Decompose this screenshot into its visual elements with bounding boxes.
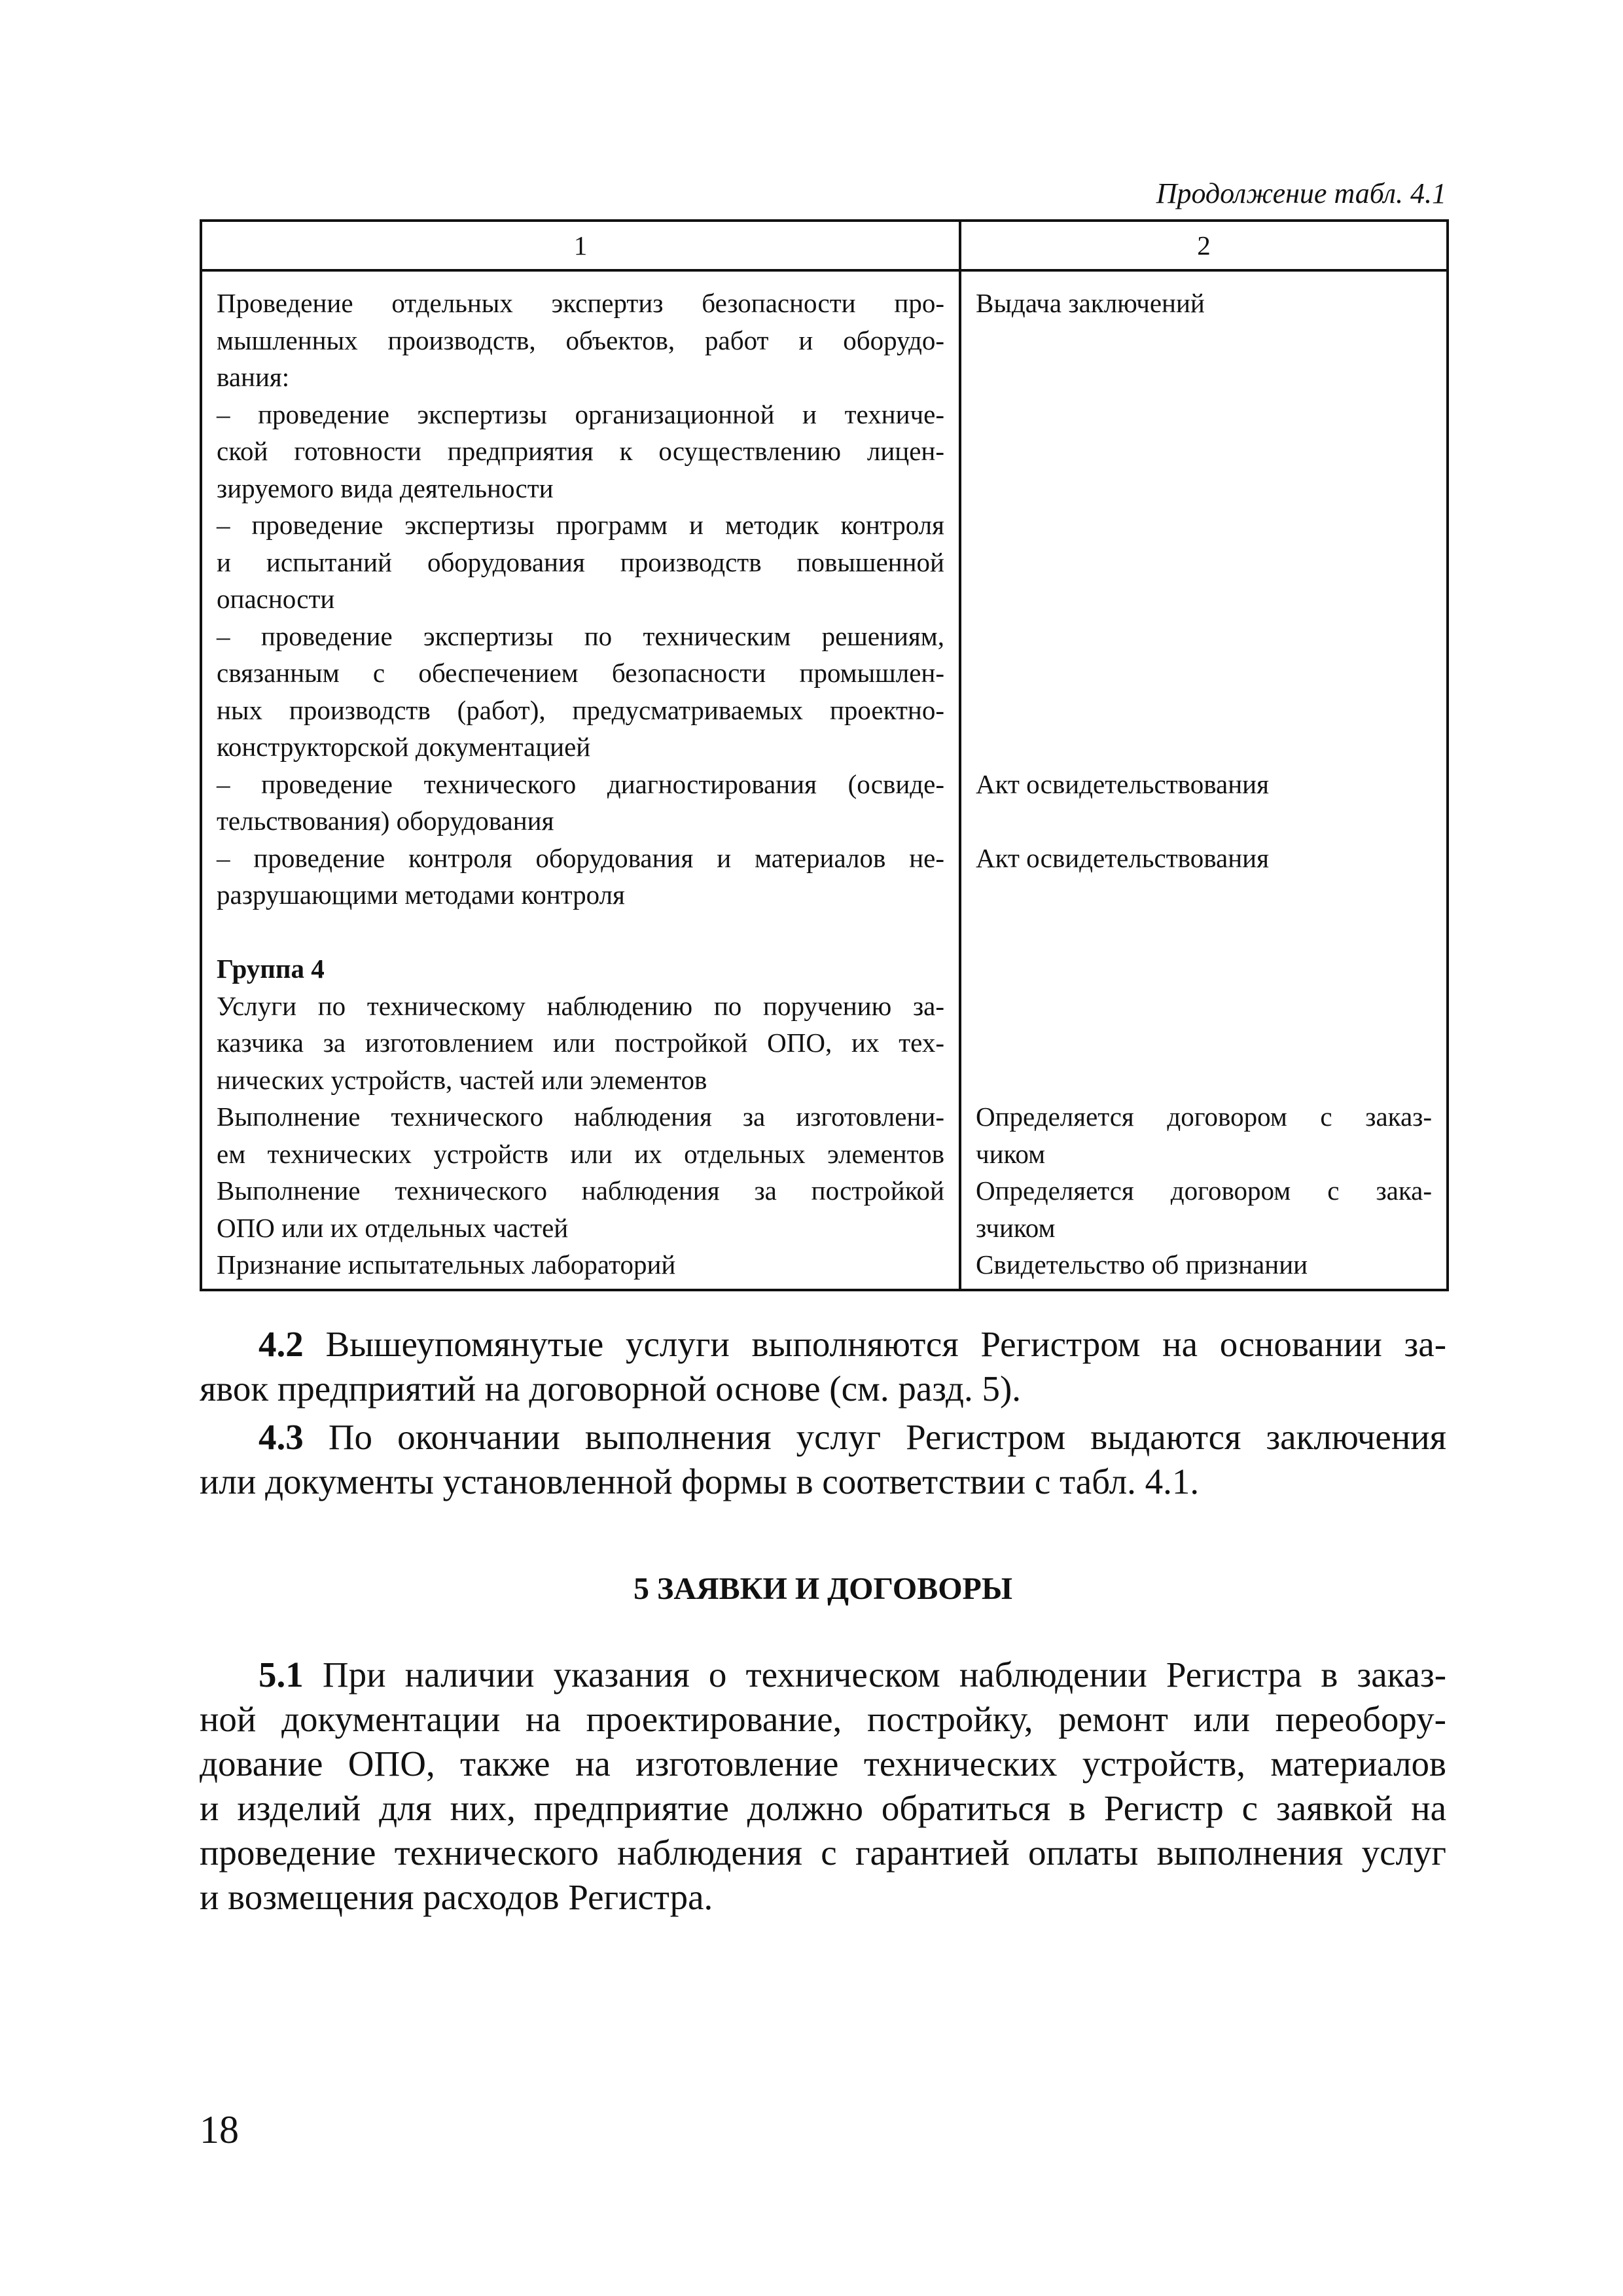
paragraph-text: При наличии указания о техническом наблюдении Регистра в заказ- bbox=[322, 1655, 1447, 1695]
table-gap bbox=[976, 618, 1432, 655]
table-line: чиком bbox=[976, 1138, 1046, 1169]
table-line: – проведение экспертизы программ и методик контроля bbox=[217, 510, 944, 540]
paragraph-text: По окончании выполнения услуг Регистром выдаются заключения bbox=[328, 1417, 1446, 1457]
table-line: тельствования) оборудования bbox=[217, 806, 554, 836]
table-header-row bbox=[201, 221, 1448, 270]
table-gap bbox=[976, 507, 1432, 544]
services-table bbox=[200, 219, 1449, 1291]
table-body-row bbox=[201, 270, 1448, 1290]
table-line: ных производств (работ), предусматриваемых проектно- bbox=[217, 694, 944, 725]
table-col2-cell bbox=[960, 270, 1448, 1290]
table-line: – проведение технического диагностирования (освиде- bbox=[217, 768, 944, 799]
table-line: мышленных производств, объектов, работ и оборудо- bbox=[217, 325, 944, 355]
table-line: – проведение экспертизы организационной и техниче- bbox=[217, 399, 944, 429]
table-line: зчиком bbox=[976, 1212, 1056, 1243]
table-line: ОПО или их отдельных частей bbox=[217, 1212, 569, 1243]
table-header-col2: 2 bbox=[960, 221, 1448, 270]
table-col2-lines bbox=[961, 272, 1446, 1289]
table-line: Выдача заключений bbox=[976, 288, 1205, 318]
paragraph-text: Вышеупомянутые услуги выполняются Регистром на основании за- bbox=[325, 1324, 1447, 1364]
table-line: связанным с обеспечением безопасности промышлен- bbox=[217, 658, 944, 688]
table-line: казчика за изготовлением или постройкой ОПО, их тех- bbox=[217, 1028, 944, 1058]
paragraph-line: явок предприятий на договорной основе (см. разд. 5). bbox=[200, 1369, 1022, 1408]
table-line: опасности bbox=[217, 584, 335, 614]
table-gap bbox=[976, 359, 1432, 396]
paragraph-line bbox=[200, 1653, 1446, 1697]
table-gap bbox=[976, 914, 1432, 951]
paragraph-line: или документы установленной формы в соответствии с табл. 4.1. bbox=[200, 1462, 1200, 1501]
table-gap bbox=[976, 433, 1432, 470]
table-gap bbox=[976, 728, 1432, 766]
table-gap bbox=[976, 950, 1432, 988]
table-col1-cell bbox=[201, 270, 960, 1290]
table-gap bbox=[976, 1062, 1432, 1099]
paragraph-line bbox=[200, 1322, 1446, 1367]
table-line: разрушающими методами контроля bbox=[217, 880, 625, 910]
section-5-heading: 5 ЗАЯВКИ И ДОГОВОРЫ bbox=[633, 1571, 1012, 1606]
table-line: Признание испытательных лабораторий bbox=[217, 1249, 676, 1280]
table-col1-lines bbox=[202, 272, 959, 1289]
table-line: Выполнение технического наблюдения за изготовлени- bbox=[217, 1102, 944, 1132]
table-line: вания: bbox=[217, 362, 290, 392]
table-continuation-caption: Продолжение табл. 4.1 bbox=[1156, 177, 1446, 209]
page-number: 18 bbox=[200, 2108, 239, 2151]
table-gap bbox=[976, 1024, 1432, 1062]
table-gap bbox=[976, 544, 1432, 581]
table-line: – проведение экспертизы по техническим решениям, bbox=[217, 620, 944, 651]
table-gap bbox=[976, 692, 1432, 729]
paragraph-number: 4.3 bbox=[259, 1417, 304, 1457]
table-gap bbox=[976, 876, 1432, 914]
table-header-col1: 1 bbox=[201, 221, 960, 270]
table-line: нических устройств, частей или элементов bbox=[217, 1064, 707, 1095]
paragraph-4-2 bbox=[200, 1322, 1446, 1411]
paragraph-5-1 bbox=[200, 1653, 1446, 1920]
table-gap bbox=[976, 396, 1432, 433]
paragraph-line: ной документации на проектирование, постройку, ремонт или переобору- bbox=[200, 1699, 1446, 1739]
paragraph-line: и изделий для них, предприятие должно обратиться в Регистр с заявкой на bbox=[200, 1788, 1446, 1828]
group-4-heading: Группа 4 bbox=[217, 954, 325, 984]
paragraph-4-3 bbox=[200, 1415, 1446, 1504]
table-line: Определяется договором с заказ- bbox=[976, 1102, 1432, 1132]
table-line: Услуги по техническому наблюдению по поручению за- bbox=[217, 990, 944, 1021]
table-line: Свидетельство об признании bbox=[976, 1249, 1308, 1280]
table-gap bbox=[976, 802, 1432, 840]
table-gap bbox=[217, 914, 944, 951]
paragraph-number: 4.2 bbox=[259, 1324, 304, 1364]
table-line: Выполнение технического наблюдения за постройкой bbox=[217, 1175, 944, 1206]
paragraph-number: 5.1 bbox=[259, 1655, 304, 1695]
table-line: Акт освидетельствования bbox=[976, 768, 1269, 799]
table-gap bbox=[976, 322, 1432, 359]
table-gap bbox=[976, 655, 1432, 692]
table-gap bbox=[976, 470, 1432, 507]
table-line: конструкторской документацией bbox=[217, 732, 591, 762]
paragraph-line: и возмещения расходов Регистра. bbox=[200, 1877, 713, 1917]
paragraph-line bbox=[200, 1415, 1446, 1460]
table-gap bbox=[976, 988, 1432, 1025]
table-line: Проведение отдельных экспертиз безопасности про- bbox=[217, 288, 944, 318]
table-line: – проведение контроля оборудования и материалов не- bbox=[217, 842, 944, 873]
table-line: ской готовности предприятия к осуществлению лицен- bbox=[217, 436, 944, 466]
paragraph-line: проведение технического наблюдения с гарантией оплаты выполнения услуг bbox=[200, 1833, 1446, 1873]
table-gap bbox=[976, 581, 1432, 618]
paragraph-line: дование ОПО, также на изготовление технических устройств, материалов bbox=[200, 1744, 1446, 1784]
table-line: ем технических устройств или их отдельных элементов bbox=[217, 1138, 944, 1169]
table-line: Акт освидетельствования bbox=[976, 842, 1269, 873]
table-line: зируемого вида деятельности bbox=[217, 473, 554, 503]
table-line: Определяется договором с зака- bbox=[976, 1175, 1432, 1206]
table-line: и испытаний оборудования производств повышенной bbox=[217, 547, 944, 577]
